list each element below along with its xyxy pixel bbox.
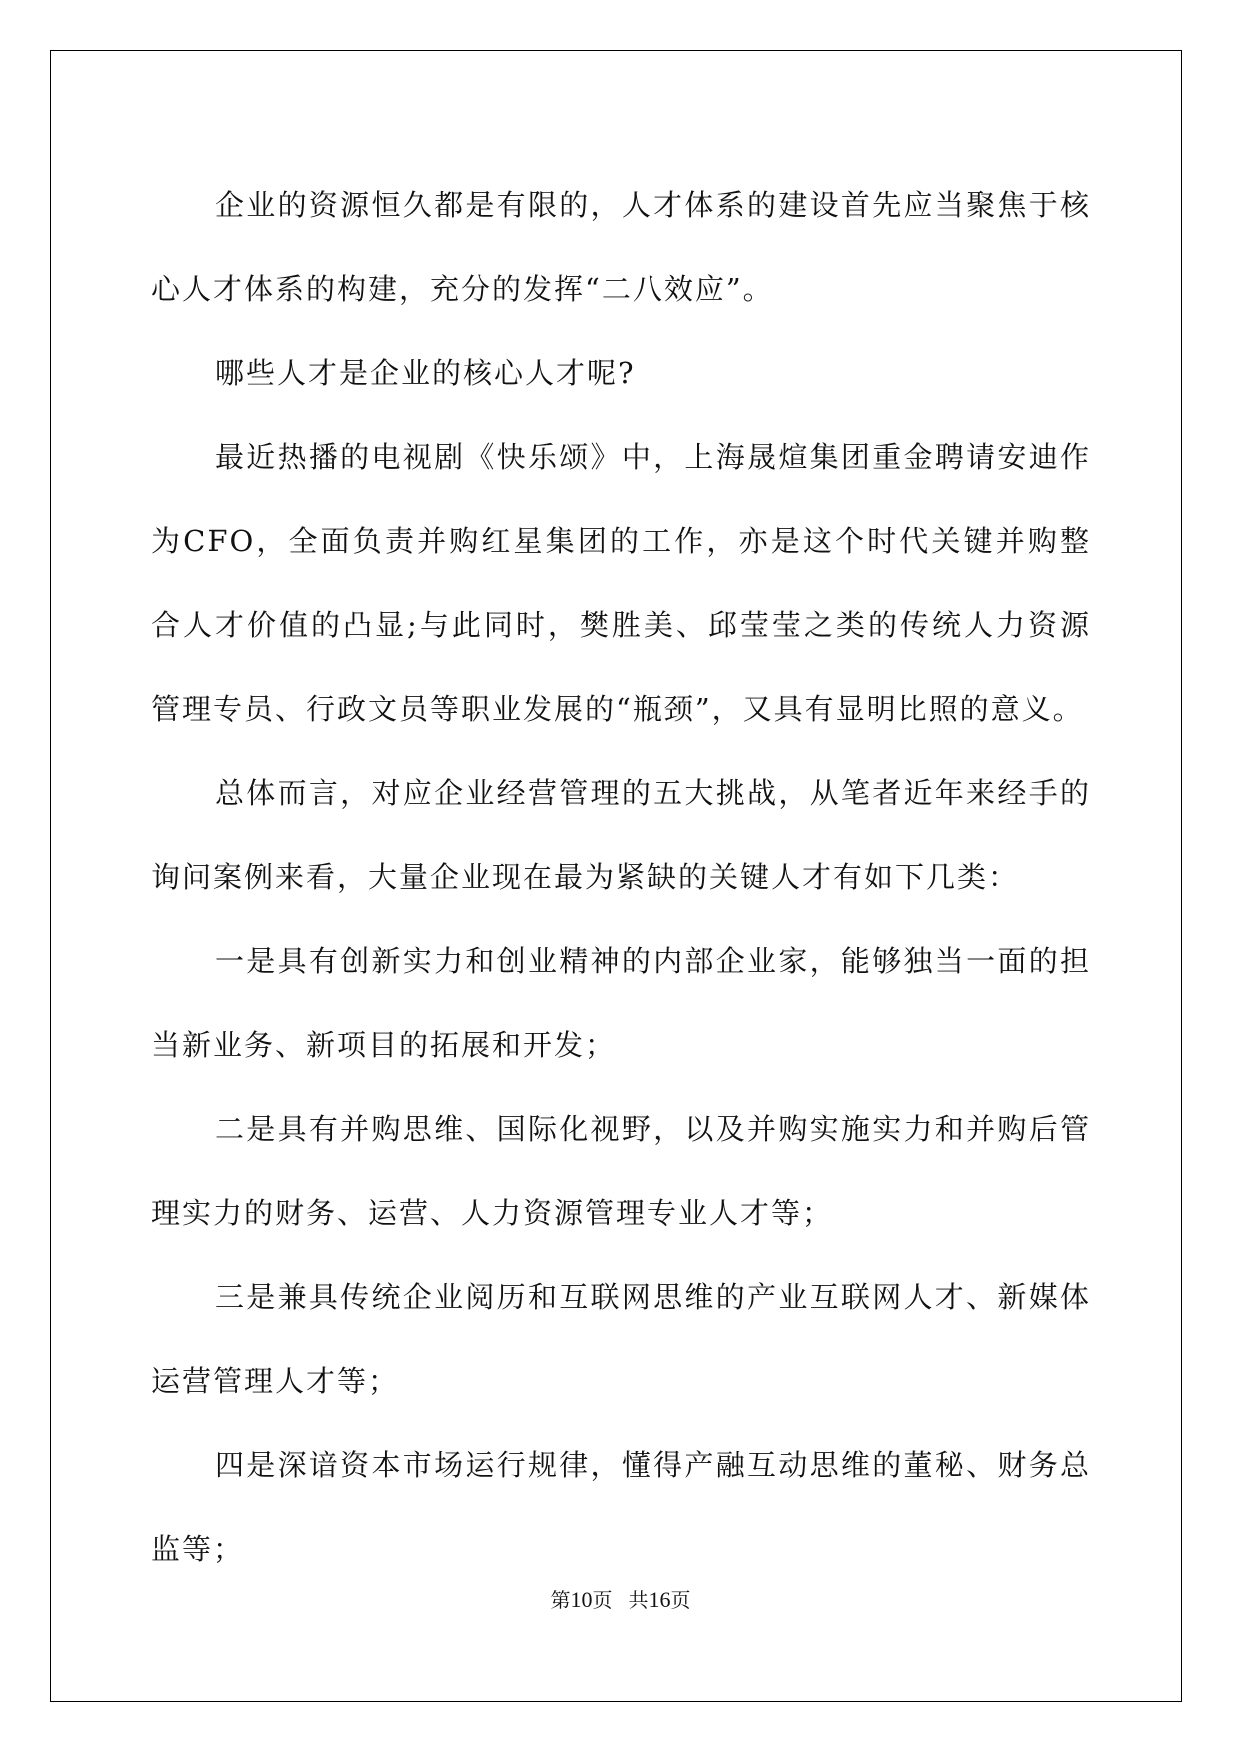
paragraph-7: 三是兼具传统企业阅历和互联网思维的产业互联网人才、新媒体运营管理人才等； xyxy=(151,1280,1091,1398)
paragraph-2: 哪些人才是企业的核心人才呢? xyxy=(215,356,636,390)
total-prefix: 共 xyxy=(628,1588,649,1612)
page-footer xyxy=(0,1584,1241,1613)
paragraph-4: 总体而言，对应企业经营管理的五大挑战，从笔者近年来经手的询问案例来看，大量企业现在最为紧缺的关键人才有如下几类： xyxy=(151,776,1091,894)
paragraph-6: 二是具有并购思维、国际化视野，以及并购实施实力和并购后管理实力的财务、运营、人力资源管理专业人才等； xyxy=(151,1112,1091,1230)
page-number: 10 xyxy=(570,1587,593,1612)
paragraph-3: 最近热播的电视剧《快乐颂》中，上海晟煊集团重金聘请安迪作为CFO，全面负责并购红星集团的工作，亦是这个时代关键并购整合人才价值的凸显;与此同时，樊胜美、邱莹莹之类的传统人力资源管理专员、行政文员等职业发展的“瓶颈”，又具有显明比照的意义。 xyxy=(151,440,1091,726)
total-pages: 16 xyxy=(648,1587,671,1612)
paragraph-5: 一是具有创新实力和创业精神的内部企业家，能够独当一面的担当新业务、新项目的拓展和开发； xyxy=(151,944,1091,1062)
paragraph-1: 企业的资源恒久都是有限的，人才体系的建设首先应当聚焦于核心人才体系的构建，充分的发挥“二八效应”。 xyxy=(151,188,1091,306)
page-prefix: 第 xyxy=(550,1588,571,1612)
document-body xyxy=(151,163,1091,1591)
page-unit: 页 xyxy=(592,1588,613,1612)
paragraph-8: 四是深谙资本市场运行规律，懂得产融互动思维的董秘、财务总监等； xyxy=(151,1448,1091,1566)
total-unit: 页 xyxy=(670,1588,691,1612)
